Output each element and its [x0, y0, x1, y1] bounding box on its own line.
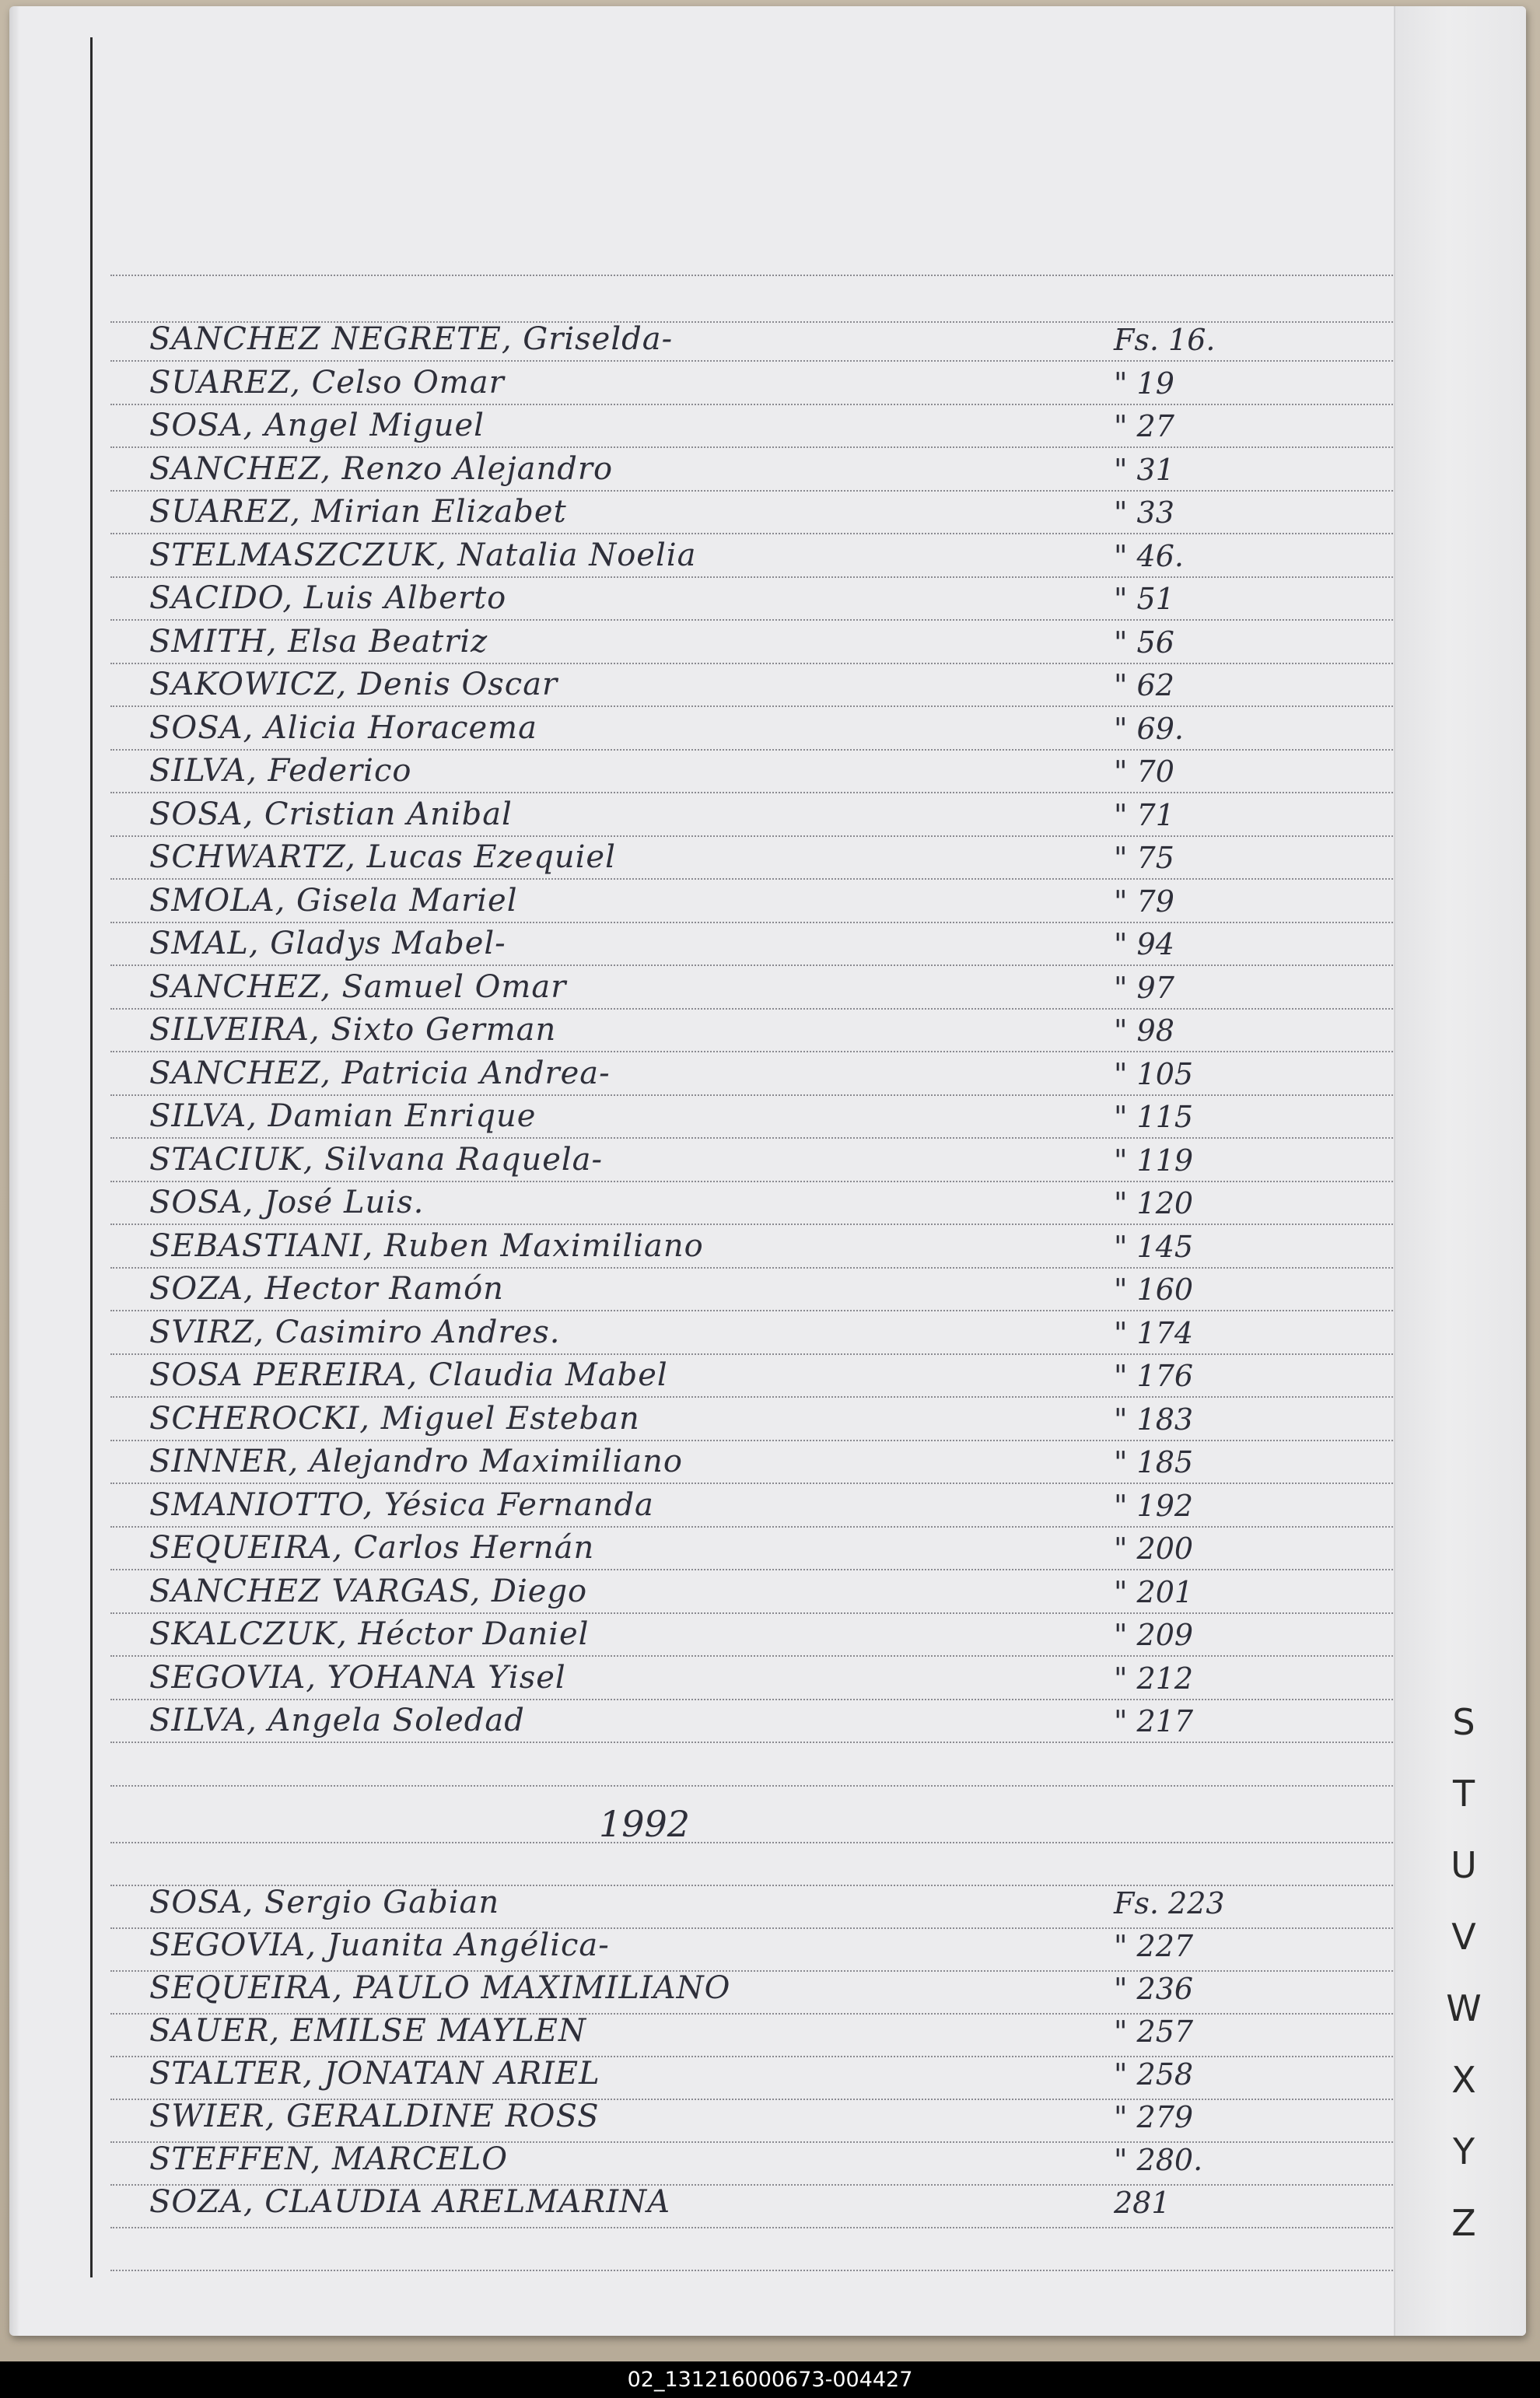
entry-folio: Fs. 16.	[1114, 323, 1216, 357]
register-entry	[110, 1703, 1386, 1743]
register-entry	[110, 1660, 1386, 1700]
index-tab-s: S	[1452, 1701, 1475, 1743]
entry-name: SOSA PEREIRA, Claudia Mabel	[149, 1357, 668, 1393]
entry-name: SAKOWICZ, Denis Oscar	[149, 667, 558, 702]
ledger-page	[9, 6, 1526, 2336]
entry-name: SOSA, Alicia Horacema	[149, 709, 537, 746]
entry-folio: " 31	[1114, 452, 1174, 487]
index-tab-t: T	[1452, 1773, 1475, 1815]
entry-name: SOZA, Hector Ramón	[149, 1271, 504, 1307]
register-entry	[110, 1487, 1386, 1528]
register-entry	[110, 796, 1386, 837]
register-entry	[110, 1444, 1386, 1484]
register-entry	[110, 1228, 1386, 1269]
register-entries	[9, 6, 1394, 2336]
register-entry	[110, 1357, 1386, 1398]
register-entry	[110, 883, 1386, 923]
entry-name: SINNER, Alejandro Maximiliano	[149, 1444, 683, 1479]
entry-folio: " 279	[1114, 2100, 1194, 2134]
entry-name: SUAREZ, Celso Omar	[149, 364, 505, 401]
register-entry	[110, 1927, 1386, 1968]
entry-name: SUAREZ, Mirian Elizabet	[149, 494, 567, 530]
entry-folio: " 217	[1114, 1704, 1194, 1738]
entry-name: SMAL, Gladys Mabel-	[149, 926, 506, 961]
entry-name: SILVA, Damian Enrique	[149, 1098, 537, 1134]
year-heading: 1992	[599, 1803, 691, 1845]
entry-name: SKALCZUK, Héctor Daniel	[149, 1616, 590, 1652]
entry-folio: " 69.	[1114, 711, 1184, 746]
entry-folio: " 19	[1114, 366, 1174, 401]
entry-name: SOSA, Angel Miguel	[149, 408, 485, 443]
entry-folio: " 120	[1114, 1186, 1194, 1220]
entry-folio: " 94	[1114, 927, 1174, 961]
entry-folio: " 227	[1114, 1929, 1194, 1963]
entry-folio: " 46.	[1114, 538, 1184, 573]
entry-folio: " 75	[1114, 841, 1174, 875]
entry-folio: " 160	[1114, 1273, 1194, 1307]
register-entry	[110, 1012, 1386, 1052]
register-entry	[110, 321, 1386, 362]
entry-name: STALTER, JONATAN ARIEL	[149, 2056, 600, 2092]
entry-name: SMANIOTTO, Yésica Fernanda	[149, 1486, 654, 1523]
index-tab-y: Y	[1452, 2130, 1475, 2172]
entry-folio: " 119	[1114, 1143, 1194, 1178]
entry-name: SACIDO, Luis Alberto	[149, 580, 507, 616]
entry-name: SMOLA, Gisela Mariel	[149, 882, 518, 919]
entry-folio: " 183	[1114, 1402, 1194, 1437]
entry-name: SILVEIRA, Sixto German	[149, 1012, 557, 1048]
entry-name: SANCHEZ, Samuel Omar	[149, 968, 567, 1005]
entry-folio: " 105	[1114, 1056, 1194, 1091]
entry-folio: " 98	[1114, 1013, 1174, 1048]
footer-bar	[0, 2361, 1540, 2398]
register-entry	[110, 580, 1386, 621]
entry-folio: " 71	[1114, 797, 1174, 832]
entry-folio: " 27	[1114, 409, 1174, 443]
index-tab-w: W	[1446, 1987, 1482, 2029]
entry-name: SANCHEZ, Patricia Andrea-	[149, 1055, 611, 1091]
entry-folio: " 79	[1114, 884, 1174, 919]
entry-name: SCHEROCKI, Miguel Esteban	[149, 1400, 640, 1437]
register-entry	[110, 753, 1386, 793]
entry-folio: " 176	[1114, 1359, 1194, 1393]
register-entry	[110, 839, 1386, 880]
entry-folio: 281	[1114, 2186, 1171, 2220]
entry-folio: " 201	[1114, 1574, 1194, 1609]
entry-name: SILVA, Federico	[149, 753, 412, 789]
entry-folio: " 192	[1114, 1488, 1194, 1523]
footer-caption: 02_131216000673-004427	[627, 2368, 913, 2392]
register-entry	[110, 1530, 1386, 1570]
entry-folio: " 62	[1114, 668, 1174, 702]
register-entry	[110, 1055, 1386, 1096]
entry-folio: " 97	[1114, 970, 1174, 1005]
register-entry	[110, 494, 1386, 534]
entry-folio: " 257	[1114, 2015, 1194, 2049]
register-entry	[110, 969, 1386, 1010]
register-entry	[110, 408, 1386, 448]
entry-name: SOSA, Cristian Anibal	[149, 796, 513, 832]
entry-folio: " 236	[1114, 1972, 1194, 2006]
entry-name: SEGOVIA, YOHANA Yisel	[149, 1659, 566, 1696]
entry-folio: " 174	[1114, 1315, 1194, 1350]
register-entry	[110, 2099, 1386, 2139]
entry-folio: " 258	[1114, 2057, 1194, 2092]
register-entry	[110, 1315, 1386, 1355]
register-entry	[110, 1970, 1386, 2011]
entry-name: SEBASTIANI, Ruben Maximiliano	[149, 1227, 704, 1264]
index-tab-z: Z	[1451, 2202, 1476, 2244]
entry-name: SMITH, Elsa Beatriz	[149, 623, 488, 660]
register-entry	[110, 1271, 1386, 1311]
entry-folio: " 209	[1114, 1618, 1194, 1652]
register-entry	[110, 365, 1386, 405]
entry-folio: " 56	[1114, 625, 1174, 660]
register-entry	[110, 1185, 1386, 1225]
entry-name: SWIER, GERALDINE ROSS	[149, 2099, 600, 2134]
register-entry	[110, 667, 1386, 707]
entry-name: SEGOVIA, Juanita Angélica-	[149, 1927, 610, 1963]
entry-name: STEFFEN, MARCELO	[149, 2141, 508, 2177]
entry-name: SAUER, EMILSE MAYLEN	[149, 2013, 586, 2049]
register-entry	[110, 2184, 1386, 2225]
entry-folio: " 115	[1114, 1100, 1194, 1134]
entry-folio: " 200	[1114, 1532, 1194, 1566]
register-entry	[110, 1574, 1386, 1614]
entry-name: SANCHEZ NEGRETE, Griselda-	[149, 321, 674, 357]
register-entry	[110, 451, 1386, 492]
entry-name: STELMASZCZUK, Natalia Noelia	[149, 537, 697, 573]
register-entry	[110, 1098, 1386, 1139]
register-entry	[110, 1885, 1386, 1925]
entry-name: SVIRZ, Casimiro Andres.	[149, 1314, 561, 1350]
entry-name: SEQUEIRA, PAULO MAXIMILIANO	[149, 1970, 731, 2006]
entry-folio: " 145	[1114, 1229, 1194, 1264]
entry-name: STACIUK, Silvana Raquela-	[149, 1141, 604, 1178]
index-tab-letters	[1440, 1686, 1487, 2259]
entry-name: SOZA, CLAUDIA ARELMARINA	[149, 2184, 670, 2220]
register-entry	[110, 537, 1386, 578]
register-entry	[110, 2013, 1386, 2053]
index-tab-u: U	[1451, 1844, 1477, 1886]
register-entry	[110, 2141, 1386, 2182]
entry-name: SCHWARTZ, Lucas Ezequiel	[149, 839, 616, 875]
register-entry	[110, 1142, 1386, 1182]
entry-folio: " 212	[1114, 1661, 1194, 1696]
entry-folio: " 51	[1114, 582, 1174, 616]
register-entry	[110, 710, 1386, 751]
entry-folio: " 185	[1114, 1445, 1194, 1479]
register-entry	[110, 1616, 1386, 1657]
entry-name: SOSA, Sergio Gabian	[149, 1885, 500, 1920]
entry-name: SEQUEIRA, Carlos Hernán	[149, 1530, 595, 1566]
register-entry	[110, 2056, 1386, 2096]
register-entry	[110, 1401, 1386, 1441]
index-tab-v: V	[1451, 1916, 1476, 1958]
entry-name: SOSA, José Luis.	[149, 1185, 425, 1220]
entry-name: SILVA, Angela Soledad	[149, 1703, 525, 1738]
index-tab-x: X	[1451, 2059, 1476, 2101]
entry-name: SANCHEZ, Renzo Alejandro	[149, 450, 614, 487]
entry-folio: " 280.	[1114, 2143, 1203, 2177]
entry-folio: Fs. 223	[1114, 1886, 1225, 1920]
entry-folio: " 33	[1114, 495, 1174, 530]
register-entry	[110, 624, 1386, 664]
entry-folio: " 70	[1114, 754, 1174, 789]
entry-name: SANCHEZ VARGAS, Diego	[149, 1573, 588, 1609]
register-entry	[110, 926, 1386, 966]
